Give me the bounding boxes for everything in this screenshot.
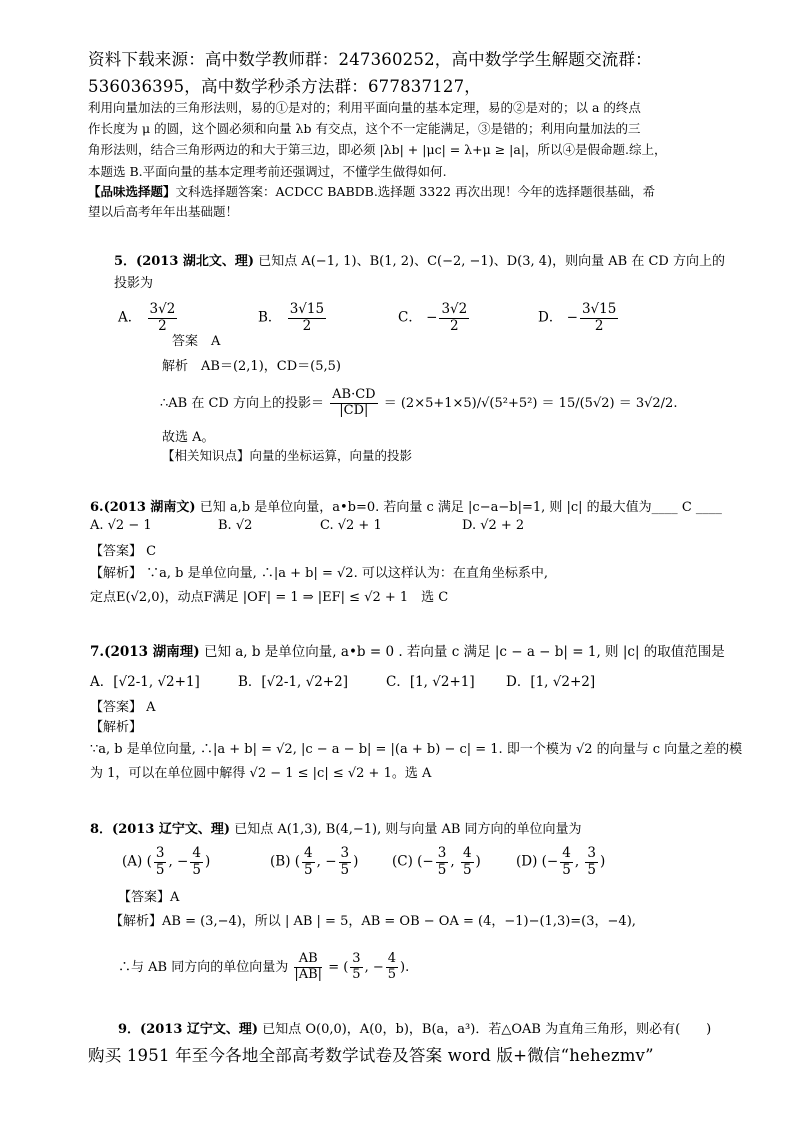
q5-option-d: D． − $\frac{3√15}{2}$ [538, 301, 617, 334]
q8-option-c-label: (C) [392, 853, 413, 870]
q9-number: 9． [118, 1022, 141, 1037]
q8-conclusion: ∴与 AB 同方向的单位向量为 $\frac{AB}{|AB|}$ = ( $\frac{3}{5}$ , − $\frac{4}{5}$ ). [118, 951, 410, 982]
q5-stem-text: 已知点 A(−1, 1)、B(1, 2)、C(−2, −1)、D(3, 4)，则向量 AB 在 CD 方向上的 [258, 254, 725, 269]
q9-stem-text: 已知点 O(0,0)，A(0，b)，B(a，a³)．若△OAB 为直角三角形，则必有( ) [262, 1022, 712, 1037]
intro-line-5 [88, 182, 655, 200]
q8-option-c: (C) (− $\frac{3}{5}$ , $\frac{4}{5}$ ) [392, 845, 481, 878]
q8-number: 8． [90, 822, 113, 837]
q5-option-c: C． − $\frac{3√2}{2}$ [398, 301, 468, 334]
q6-option-d: D. √2 + 2 [462, 518, 525, 533]
q5-stem [114, 250, 725, 269]
q6-number: 6. [90, 500, 104, 515]
q5-projection [160, 388, 677, 419]
q5-option-b-label: B． [258, 309, 282, 326]
q5-option-d-value: $\frac{3√15}{2}$ [581, 301, 617, 334]
q8-conclusion-fraction: $\frac{AB}{|AB|}$ [294, 951, 323, 982]
q5-pick: 故选 A。 [162, 430, 215, 445]
q5-source: (2013 湖北文、理) [136, 254, 255, 269]
q5-option-b [258, 302, 328, 334]
q8-option-d: (D) (− $\frac{4}{5}$ , $\frac{3}{5}$ ) [516, 845, 606, 878]
q7-number: 7. [90, 644, 105, 660]
q7-option-c: C．[1, √2+1] [386, 674, 475, 690]
q5-analysis: 解析 AB＝(2,1)，CD＝(5,5) [162, 359, 341, 374]
q5-option-a [118, 302, 179, 334]
q8-option-b: (B) ( $\frac{4}{5}$ , − $\frac{3}{5}$ ) [270, 845, 359, 878]
q7-option-d: D．[1, √2+2] [506, 674, 596, 690]
q6-answer: 【答案】 C [90, 544, 157, 559]
q6-option-a: A. √2 − 1 [90, 518, 152, 533]
q6-stem-text: 已知 a,b 是单位向量，a•b=0. 若向量 c 满足 |c−a−b|=1, 则 |c| 的最大值为____ C ____ [199, 500, 722, 515]
q6-option-b: B. √2 [218, 518, 253, 533]
intro-line-1: 利用向量加法的三角形法则，易的①是对的；利用平面向量的基本定理，易的②是对的；以 a 的终点 [88, 100, 641, 115]
q7-analysis-1: ∵a, b 是单位向量, ∴|a + b| = √2, |c − a − b| = |(a + b) − c| = 1. 即一个模为 √2 的向量与 c 向量之差的模 [90, 742, 743, 757]
q6-analysis-2: 定点E(√2,0)，动点F满足 |OF| = 1 ⇒ |EF| ≤ √2 + 1 选 C [90, 590, 449, 605]
intro-line-6: 望以后高考年年出基础题！ [88, 204, 239, 219]
q8-option-a: (A) ( $\frac{3}{5}$ , − $\frac{4}{5}$ ) [122, 845, 211, 878]
q8-option-a-label: (A) [122, 853, 143, 870]
q6-source: (2013 湖南文) [103, 500, 196, 515]
header-line-1: 资料下载来源：高中数学教师群：247360252，高中数学学生解题交流群： [88, 50, 652, 69]
intro-line-3: 角形法则，结合三角形两边的和大于第三边，即必须 |λb| + |μc| = λ+μ ≥ |a|，所以④是假命题.综上， [88, 142, 667, 157]
q5-option-a-label: A． [118, 309, 142, 326]
q6-analysis-1: 【解析】 ∵a, b 是单位向量, ∴|a + b| = √2. 可以这样认为：在直角坐标系中, [90, 566, 548, 581]
q8-option-d-label: (D) [516, 853, 538, 870]
q7-answer: 【答案】 A [90, 700, 156, 715]
q7-stem [90, 640, 725, 660]
q5-option-a-value: $\frac{3√2}{2}$ [149, 301, 176, 334]
q5-projection-fraction: $\frac{AB\cdot CD}{|CD|}$ [332, 387, 376, 418]
q6-stem [90, 496, 722, 515]
footer-promo: 购买 1951 年至今各地全部高考数学试卷及答案 word 版+微信“hehezmv” [88, 1046, 654, 1065]
q5-projection-result: ＝ (2×5+1×5)/√(5²+5²) ＝ 15/(5√2) ＝ 3√2/2. [383, 395, 678, 411]
q7-stem-text: 已知 a, b 是单位向量, a•b = 0 . 若向量 c 满足 |c − a − b| = 1, 则 |c| 的取值范围是 [203, 644, 725, 660]
q9-source: (2013 辽宁文、理) [140, 1022, 259, 1037]
q5-stem-2: 投影为 [114, 276, 154, 291]
q8-source: (2013 辽宁文、理) [112, 822, 231, 837]
q8-answer: 【答案】A [118, 890, 180, 905]
pinwei-tag: 【品味选择题】 [88, 184, 176, 199]
q8-stem-text: 已知点 A(1,3), B(4,−1), 则与向量 AB 同方向的单位向量为 [234, 822, 582, 837]
q5-number: 5． [114, 254, 137, 269]
q5-option-c-value: $\frac{3√2}{2}$ [441, 301, 468, 334]
q8-conclusion-label: ∴与 AB 同方向的单位向量为 [118, 959, 289, 975]
q5-knowledge-point: 【相关知识点】向量的坐标运算，向量的投影 [162, 448, 413, 463]
header-line-2: 536036395，高中数学秒杀方法群：677837127， [88, 77, 481, 96]
q9-stem [118, 1018, 711, 1037]
q5-projection-label: ∴AB 在 CD 方向上的投影＝ [160, 395, 324, 411]
q8-stem [90, 818, 582, 837]
intro-line-4: 本题选 B.平面向量的基本定理考前还强调过，不懂学生做得如何. [88, 164, 447, 179]
q5-option-c-label: C． [398, 309, 422, 326]
q8-option-b-label: (B) [270, 853, 291, 870]
q7-analysis-label: 【解析】 [90, 720, 143, 735]
q5-option-d-label: D． [538, 309, 563, 326]
q5-answer: 答案 A [172, 334, 221, 349]
q7-source: (2013 湖南理) [104, 644, 200, 660]
q8-analysis: 【解析】AB = (3,−4)，所以 | AB | = 5，AB = OB − OA = (4，−1)−(1,3)=(3，−4), [110, 914, 636, 929]
intro-line-5-text: 文科选择题答案：ACDCC BABDB.选择题 3322 再次出现！今年的选择题很基础，希 [175, 184, 656, 199]
q7-analysis-2: 为 1，可以在单位圆中解得 √2 − 1 ≤ |c| ≤ √2 + 1。选 A [90, 766, 432, 781]
intro-line-2: 作长度为 μ 的圆，这个圆必须和向量 λb 有交点，这个不一定能满足，③是错的；利用向量加法的三 [88, 121, 641, 136]
q6-option-c: C. √2 + 1 [320, 518, 382, 533]
q7-option-a: A．[√2-1, √2+1] [90, 674, 200, 690]
q5-option-b-value: $\frac{3√15}{2}$ [289, 301, 325, 334]
q7-option-b: B．[√2-1, √2+2] [238, 674, 348, 690]
